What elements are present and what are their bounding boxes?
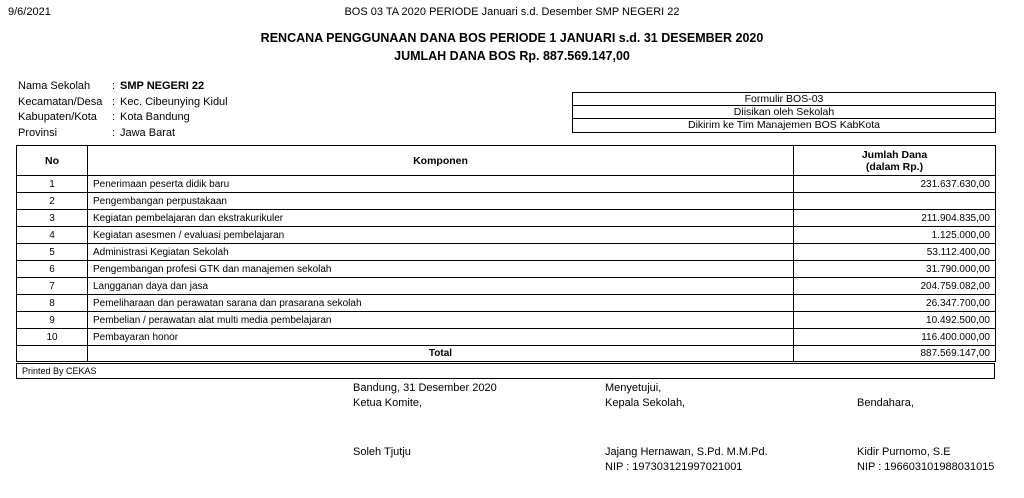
cell-no: 4 — [17, 227, 88, 244]
table-row — [17, 312, 996, 329]
document-title: RENCANA PENGGUNAAN DANA BOS PERIODE 1 JANUARI s.d. 31 DESEMBER 2020 — [260, 31, 764, 45]
table-row — [17, 227, 996, 244]
table-row — [17, 210, 996, 227]
printed-by-strip — [16, 363, 995, 379]
print-date: 9/6/2021 — [8, 6, 51, 18]
cell-komponen: Pengembangan profesi GTK dan manajemen sekolah — [88, 261, 794, 278]
signature-block-ketua-komite — [353, 381, 497, 475]
cell-komponen: Pemeliharaan dan perawatan sarana dan prasarana sekolah — [88, 295, 794, 312]
signature-name: Soleh Tjutju — [353, 446, 411, 458]
kecamatan-value: Kec. Cibeunying Kidul — [120, 95, 228, 108]
cell-komponen: Pengembangan perpustakaan — [88, 193, 794, 210]
dana-bos-table — [16, 145, 996, 362]
table-row — [17, 176, 996, 193]
provinsi-label: Provinsi — [18, 126, 58, 139]
cell-jumlah: 53.112.400,00 — [794, 244, 996, 261]
total-value: 887.569.147,00 — [794, 346, 996, 362]
document-subtitle: JUMLAH DANA BOS Rp. 887.569.147,00 — [394, 49, 630, 63]
signature-name: Jajang Hernawan, S.Pd. M.M.Pd. — [605, 446, 768, 458]
table-row — [17, 295, 996, 312]
table-row — [17, 261, 996, 278]
cell-no: 8 — [17, 295, 88, 312]
signature-spacer — [857, 381, 994, 396]
form-box-row-dikirim: Dikirim ke Tim Manajemen BOS KabKota — [688, 119, 880, 131]
signature-place-date: Bandung, 31 Desember 2020 — [353, 382, 497, 394]
signature-block-bendahara — [857, 381, 994, 475]
cell-jumlah: 31.790.000,00 — [794, 261, 996, 278]
school-name-value: SMP NEGERI 22 — [120, 80, 205, 92]
signature-nip: NIP : 197303121997021001 — [605, 461, 743, 473]
cell-komponen: Penerimaan peserta didik baru — [88, 176, 794, 193]
table-row — [17, 193, 996, 210]
cell-komponen: Kegiatan pembelajaran dan ekstrakurikuler — [88, 210, 794, 227]
header-no: No — [17, 146, 88, 176]
colon: : — [112, 95, 116, 108]
cell-komponen: Langganan daya dan jasa — [88, 278, 794, 295]
cell-jumlah: 10.492.500,00 — [794, 312, 996, 329]
form-info-box — [572, 92, 996, 133]
colon: : — [112, 126, 116, 139]
provinsi-value: Jawa Barat — [120, 126, 176, 139]
form-box-row-formulir: Formulir BOS-03 — [573, 93, 995, 106]
signature-role: Bendahara, — [857, 397, 914, 409]
school-info-row-kabupaten — [18, 110, 228, 126]
cell-komponen: Administrasi Kegiatan Sekolah — [88, 244, 794, 261]
header-komponen: Komponen — [88, 146, 794, 176]
school-info-row-kecamatan — [18, 95, 228, 111]
cell-no: 2 — [17, 193, 88, 210]
school-info-row-nama — [18, 79, 228, 95]
school-info-block — [18, 79, 228, 141]
cell-no: 7 — [17, 278, 88, 295]
print-header-title: BOS 03 TA 2020 PERIODE Januari s.d. Desember SMP NEGERI 22 — [344, 6, 680, 18]
cell-no: 10 — [17, 329, 88, 346]
signature-approval: Menyetujui, — [605, 382, 662, 394]
printed-by-label: Printed By CEKAS — [22, 366, 97, 376]
signature-role: Kepala Sekolah, — [605, 397, 686, 409]
form-box-row-diisikan: Diisikan oleh Sekolah — [573, 106, 995, 119]
cell-no: 5 — [17, 244, 88, 261]
kecamatan-label: Kecamatan/Desa — [18, 95, 103, 108]
table-row — [17, 244, 996, 261]
cell-jumlah: 231.637.630,00 — [794, 176, 996, 193]
table-total-row — [17, 346, 996, 362]
header-jumlah-line1: Jumlah Dana — [861, 148, 928, 161]
cell-jumlah: 211.904.835,00 — [794, 210, 996, 227]
cell-komponen: Pembayaran honor — [88, 329, 794, 346]
cell-no: 3 — [17, 210, 88, 227]
cell-no: 6 — [17, 261, 88, 278]
header-jumlah-dana — [794, 146, 996, 176]
signature-block-kepala-sekolah — [605, 381, 768, 475]
school-name-label: Nama Sekolah — [18, 80, 91, 92]
table-header-row — [17, 146, 996, 176]
school-info-row-provinsi — [18, 126, 228, 142]
cell-jumlah: 1.125.000,00 — [794, 227, 996, 244]
cell-jumlah — [794, 193, 996, 210]
signature-nip — [353, 460, 497, 475]
kabupaten-label: Kabupaten/Kota — [18, 111, 97, 123]
cell-no: 9 — [17, 312, 88, 329]
cell-jumlah: 204.759.082,00 — [794, 278, 996, 295]
header-jumlah-line2: (dalam Rp.) — [865, 160, 924, 173]
signature-role: Ketua Komite, — [353, 397, 423, 409]
cell-no: 1 — [17, 176, 88, 193]
table-row — [17, 278, 996, 295]
colon: : — [112, 80, 116, 92]
total-label: Total — [88, 346, 794, 362]
total-empty-cell — [17, 346, 88, 362]
table-row — [17, 329, 996, 346]
signature-name: Kidir Purnomo, S.E — [857, 446, 951, 458]
cell-komponen: Pembelian / perawatan alat multi media pembelajaran — [88, 312, 794, 329]
kabupaten-value: Kota Bandung — [120, 111, 190, 123]
colon: : — [112, 111, 116, 123]
cell-komponen: Kegiatan asesmen / evaluasi pembelajaran — [88, 227, 794, 244]
cell-jumlah: 116.400.000,00 — [794, 329, 996, 346]
cell-jumlah: 26.347.700,00 — [794, 295, 996, 312]
signature-nip: NIP : 196603101988031015 — [857, 461, 995, 473]
